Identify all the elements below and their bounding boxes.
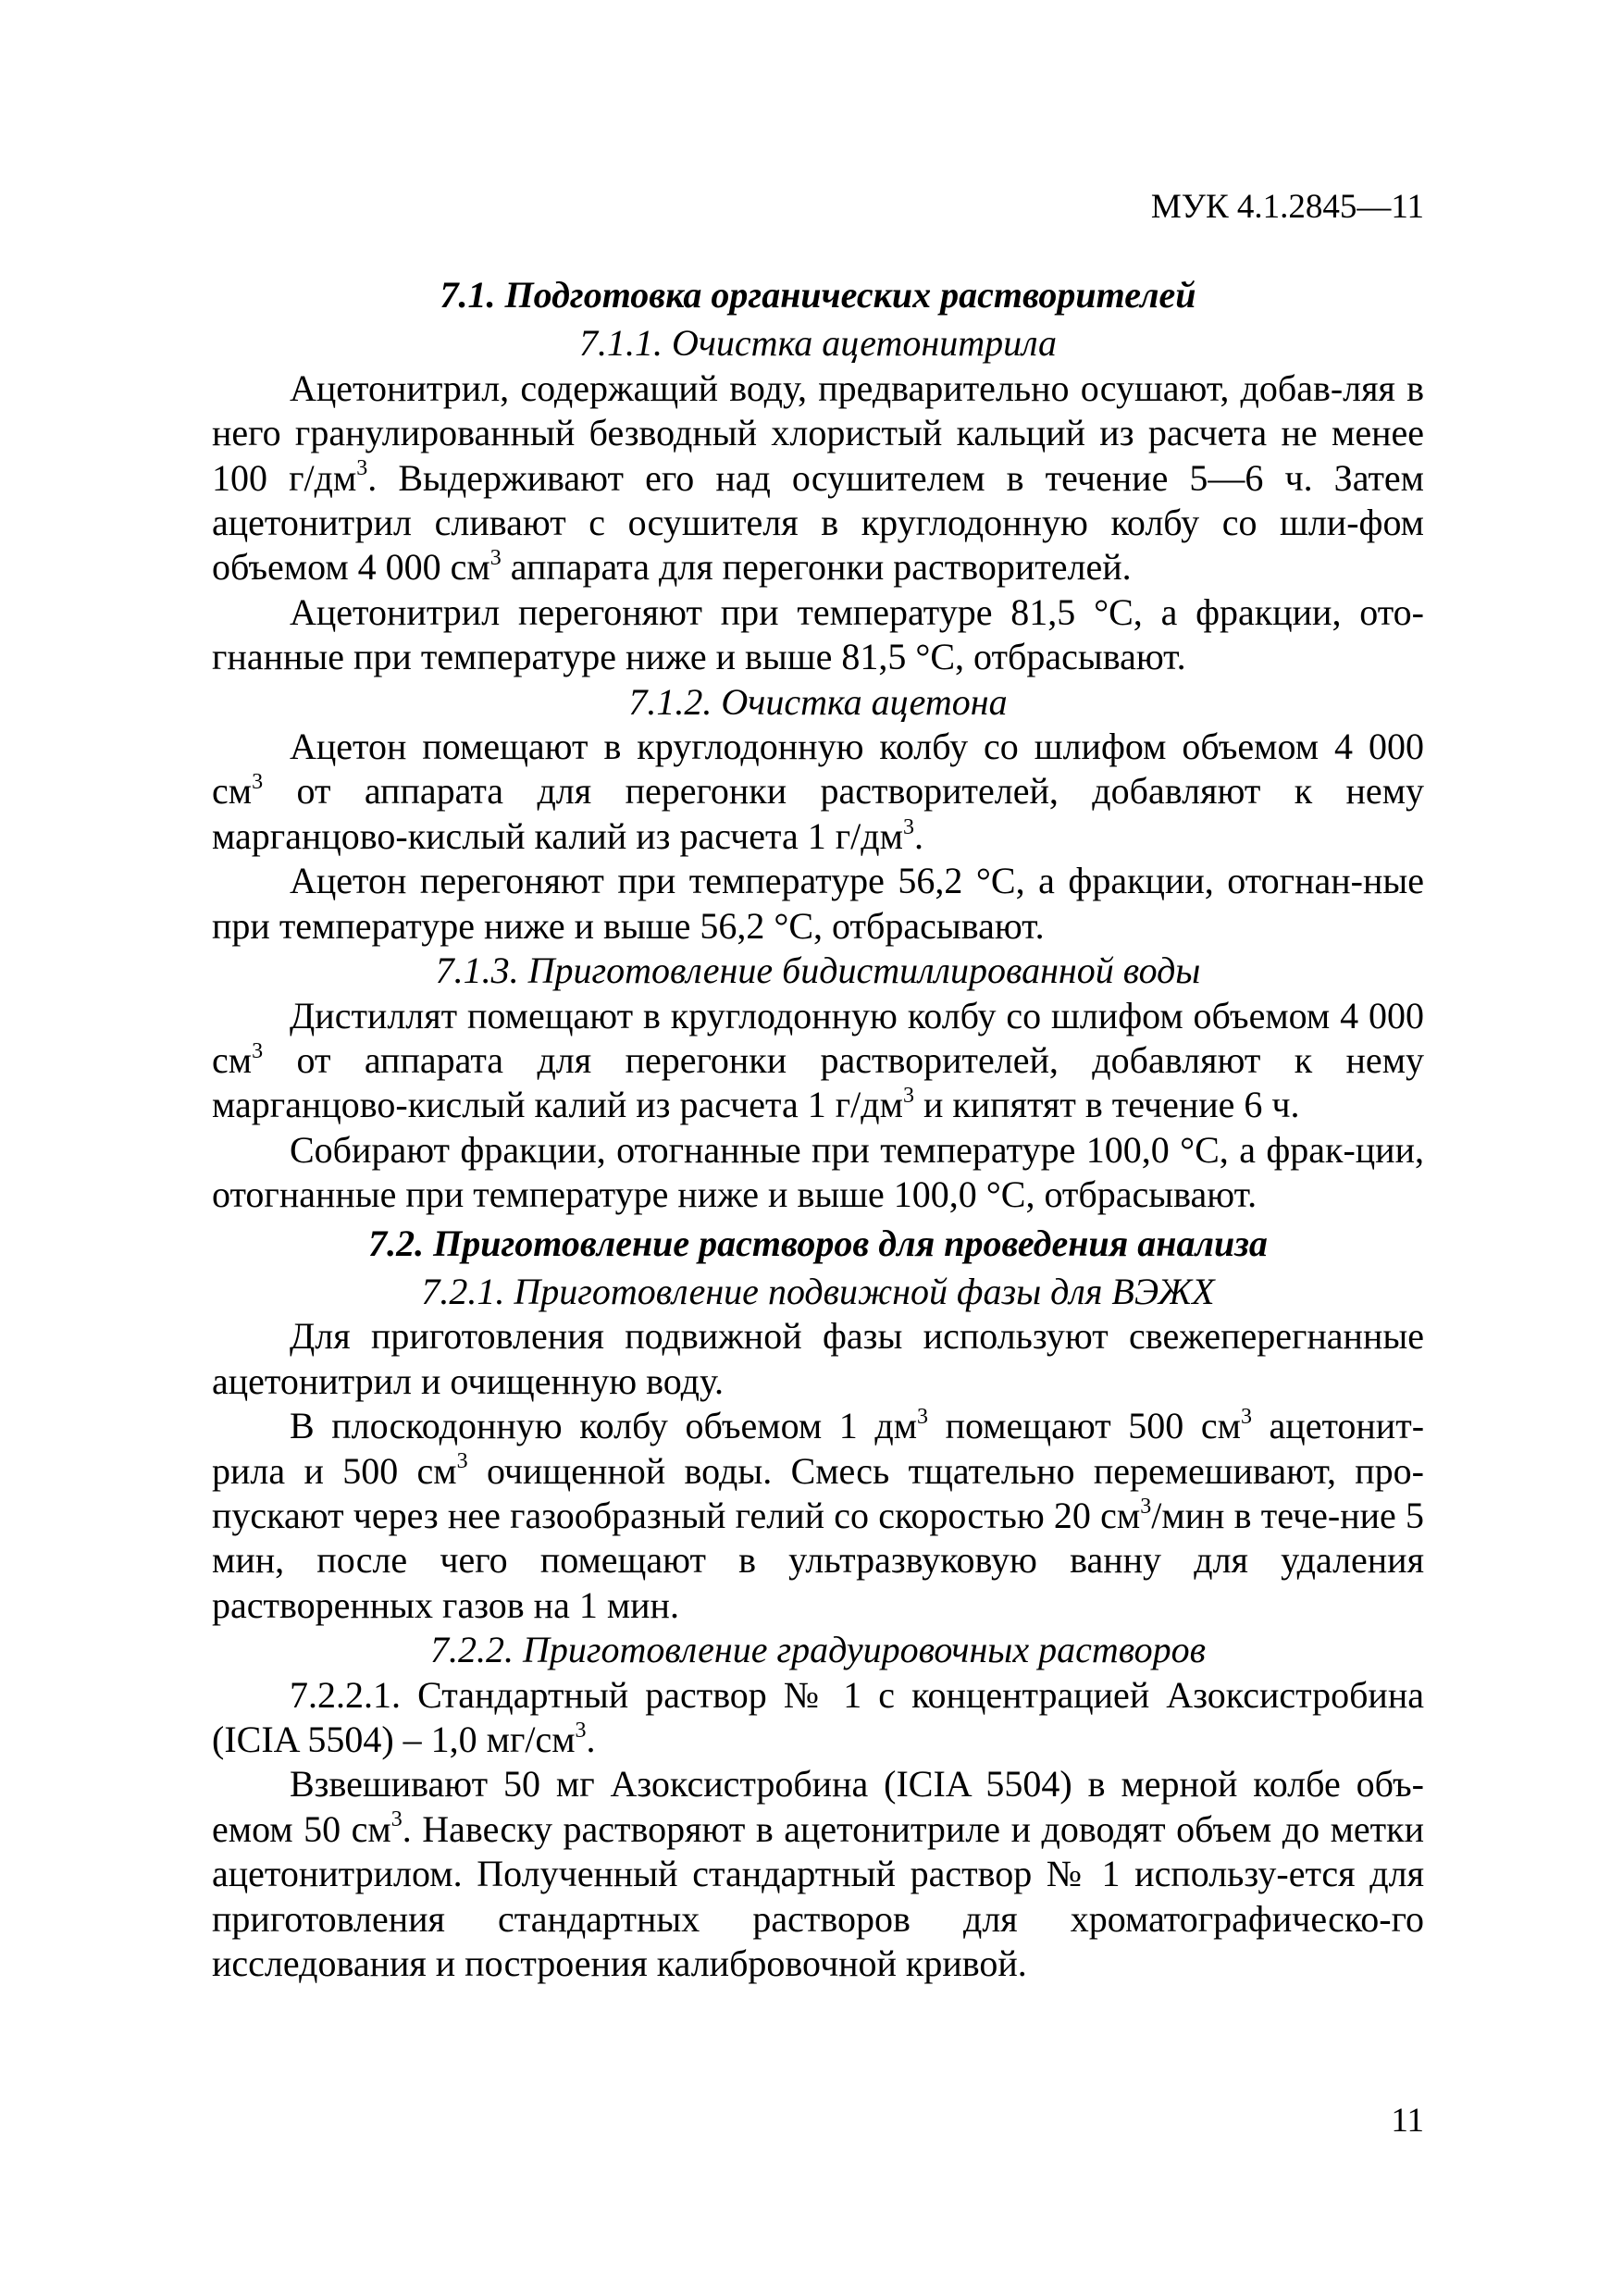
subsection-title-7-1-2: 7.1.2. Очистка ацетона xyxy=(628,680,1008,723)
page-content xyxy=(212,273,1424,1986)
paragraph: В плоскодонную колбу объемом 1 $дм^3$ помещают 500 $см^3$ ацетонит-рила и 500 $см^3$ очищенной воды. Смесь тщательно перемешивают, про-пускают через нее газообразный гелий со скоростью 20 $см^3$/мин в тече-ние 5 мин, после чего помещают в ультразвуковую ванну для удаления растворенных газов на 1 мин. xyxy=(212,1404,1425,1626)
subsection-title-7-2-2: 7.2.2. Приготовление градуировочных растворов xyxy=(429,1629,1206,1671)
page-number: 11 xyxy=(1391,2102,1424,2140)
subsection-title-7-2-1: 7.2.1. Приготовление подвижной фазы для ВЭЖХ xyxy=(421,1270,1215,1312)
paragraph: Собирают фракции, отогнанные при температуре 100,0 °C, а фрак-ции, отогнанные при температуре ниже и выше 100,0 °C, отбрасывают. xyxy=(212,1128,1424,1216)
subsection-title-7-1-1: 7.1.1. Очистка ацетонитрила xyxy=(578,322,1058,365)
paragraph: Взвешивают 50 мг Азоксистробина (ICIA 5504) в мерной колбе объ-емом 50 $см^3$. Навеску растворяют в ацетонитриле и доводят объем до метки ацетонитрилом. Полученный стандартный раствор № 1 использу-ется для приготовления стандартных растворов для хроматографическо-го исследования и построения калибровочной кривой. xyxy=(212,1763,1424,1985)
section-title-7-2: 7.2. Приготовление растворов для проведения анализа xyxy=(368,1222,1268,1264)
paragraph: Ацетон перегоняют при температуре 56,2 °C, а фракции, отогнан-ные при температуре ниже и выше 56,2 °C, отбрасывают. xyxy=(212,860,1424,947)
paragraph: Для приготовления подвижной фазы используют свежеперегнанные ацетонитрил и очищенную воду. xyxy=(212,1315,1424,1402)
paragraph: Ацетон помещают в круглодонную колбу со шлифом объемом 4 000 $см^3$ от аппарата для перегонки растворителей, добавляют к нему марганцово-кислый калий из расчета 1 $г/дм^3$. xyxy=(212,726,1424,857)
paragraph: 7.2.2.1. Стандартный раствор № 1 с концентрацией Азоксистробина (ICIA 5504) – 1,0 $мг/см^3$. xyxy=(212,1673,1424,1760)
paragraph: Дистиллят помещают в круглодонную колбу со шлифом объемом 4 000 $см^3$ от аппарата для перегонки растворителей, добавляют к нему марганцово-кислый калий из расчета 1 $г/дм^3$ и кипятят в течение 6 ч. xyxy=(212,994,1424,1126)
paragraph: Ацетонитрил, содержащий воду, предварительно осушают, добав-ляя в него гранулированный безводный хлористый кальций из расчета не менее 100 $г/дм^3$. Выдерживают его над осушителем в течение 5—6 ч. Затем ацетонитрил сливают с осушителя в круглодонную колбу со шли-фом объемом 4 000 $см^3$ аппарата для перегонки растворителей. xyxy=(212,366,1424,589)
subsection-title-7-1-3: 7.1.3. Приготовление бидистиллированной воды xyxy=(435,949,1201,992)
paragraph: Ацетонитрил перегоняют при температуре 81,5 °C, а фракции, ото-гнанные при температуре ниже и выше 81,5 °C, отбрасывают. xyxy=(212,590,1424,678)
document-code: МУК 4.1.2845—11 xyxy=(1150,188,1424,226)
section-title-7-1: 7.1. Подготовка органических растворителей xyxy=(440,274,1196,316)
